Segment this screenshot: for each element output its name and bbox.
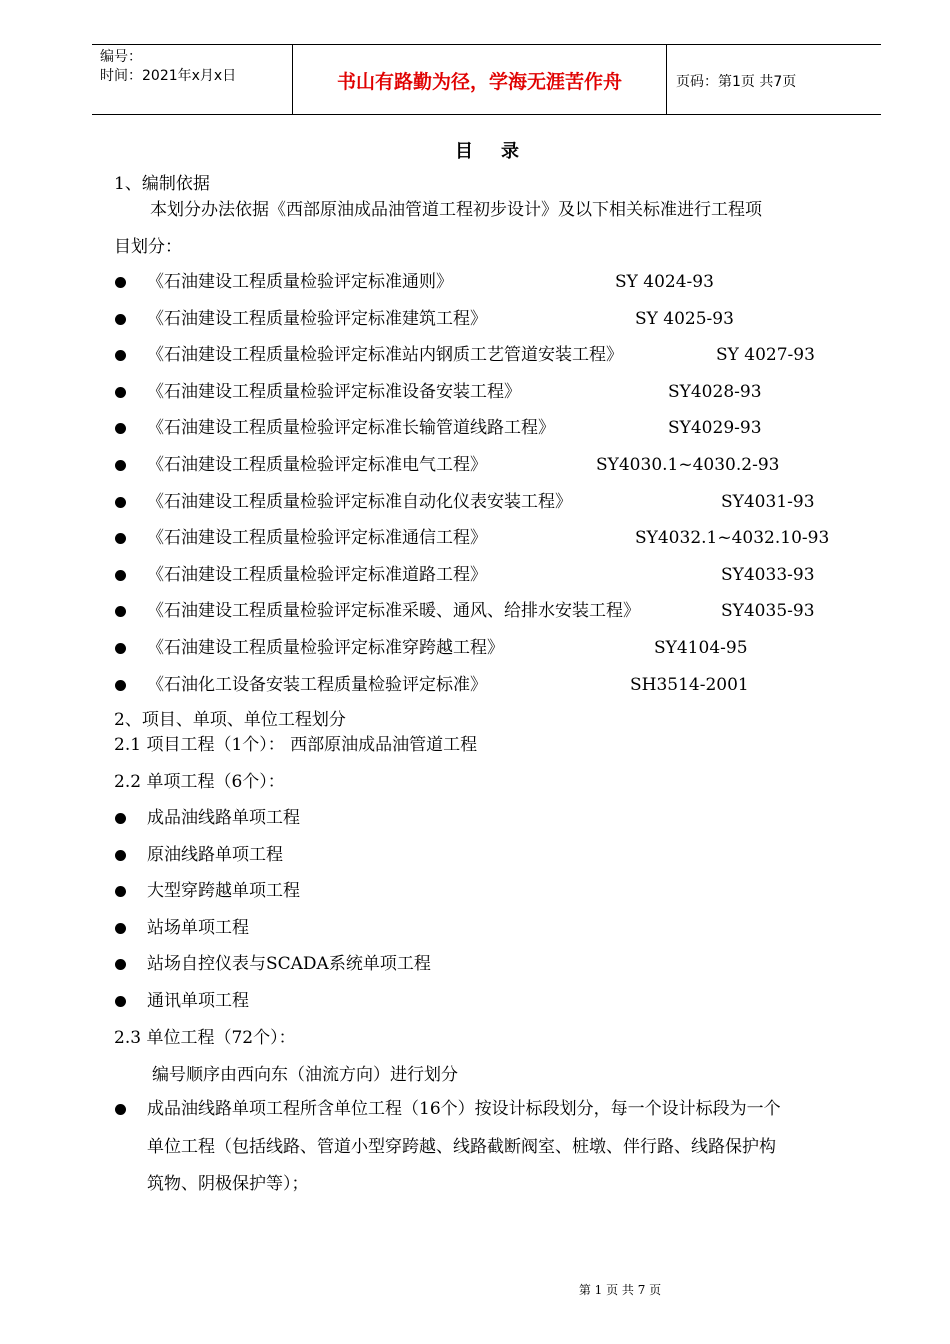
- bullet: [115, 423, 126, 434]
- order-note: 编号顺序由西向东（油流方向）进行划分: [152, 1065, 458, 1085]
- single-item: 原油线路单项工程: [147, 844, 283, 865]
- header-divider: [666, 45, 667, 114]
- section-heading: 2、项目、单项、单位工程划分: [114, 710, 346, 730]
- standard-code: SY4033-93: [721, 564, 815, 585]
- header-meta: [100, 48, 236, 86]
- standard-name: 《石油化工设备安装工程质量检验评定标准》: [147, 674, 487, 695]
- standard-code: SY 4027-93: [716, 345, 815, 366]
- standard-name: 《石油建设工程质量检验评定标准建筑工程》: [147, 308, 487, 329]
- standard-name: 《石油建设工程质量检验评定标准通信工程》: [147, 528, 487, 549]
- time-label: 时间：2021年x月x日: [100, 68, 237, 84]
- item-2-1: 2.1 项目工程（1个）： 西部原油成品油管道工程: [114, 735, 478, 755]
- standard-name: 《石油建设工程质量检验评定标准设备安装工程》: [147, 381, 521, 402]
- standard-code: SH3514-2001: [630, 674, 749, 695]
- item-2-3: 2.3 单位工程（72个）：: [114, 1028, 296, 1048]
- single-item: 成品油线路单项工程: [147, 808, 300, 828]
- bullet: [115, 387, 126, 398]
- unit-paragraph-line: 成品油线路单项工程所含单位工程（16个）按设计标段划分，每一个设计标段为一个: [147, 1099, 781, 1119]
- bullet: [115, 850, 126, 861]
- bullet: [115, 680, 126, 691]
- header-motto: 书山有路勤为径，学海无涯苦作舟: [336, 71, 622, 93]
- single-item: 站场自控仪表与SCADA系统单项工程: [147, 954, 431, 975]
- single-item: 站场单项工程: [147, 917, 249, 938]
- bullet: [115, 643, 126, 654]
- bullet: [115, 606, 126, 617]
- bullet: [115, 886, 126, 897]
- header-page-info: 页码：第1页 共7页: [676, 74, 797, 90]
- item-2-2: 2.2 单项工程（6个）：: [114, 772, 285, 792]
- intro-text: 本划分办法依据《西部原油成品油管道工程初步设计》及以下相关标准进行工程项: [150, 200, 762, 220]
- bullet: [115, 923, 126, 934]
- standard-code: SY4028-93: [668, 381, 762, 402]
- page-footer: 第 1 页 共 7 页: [578, 1283, 662, 1297]
- bullet: [115, 996, 126, 1007]
- section-heading: 1、编制依据: [114, 174, 210, 194]
- standard-code: SY4030.1~4030.2-93: [596, 455, 780, 475]
- unit-paragraph-line: 单位工程（包括线路、管道小型穿跨越、线路截断阀室、桩墩、伴行路、线路保护构: [147, 1137, 776, 1157]
- bullet: [115, 570, 126, 581]
- bullet: [115, 533, 126, 544]
- single-item: 大型穿跨越单项工程: [147, 881, 300, 902]
- standard-code: SY4032.1~4032.10-93: [635, 528, 830, 549]
- standard-name: 《石油建设工程质量检验评定标准长输管道线路工程》: [147, 418, 555, 439]
- standard-code: SY4035-93: [721, 601, 815, 622]
- document-header: [92, 44, 881, 115]
- standard-code: SY 4024-93: [615, 272, 714, 292]
- standard-code: SY 4025-93: [635, 308, 734, 329]
- intro-text: 目划分：: [114, 237, 182, 257]
- standard-name: 《石油建设工程质量检验评定标准电气工程》: [147, 455, 487, 475]
- bullet: [115, 277, 126, 288]
- number-label: 编号：: [100, 49, 142, 65]
- bullet: [115, 460, 126, 471]
- standard-name: 《石油建设工程质量检验评定标准道路工程》: [147, 564, 487, 585]
- standard-name: 《石油建设工程质量检验评定标准穿跨越工程》: [147, 638, 504, 658]
- bullet: [115, 314, 126, 325]
- unit-paragraph-line: 筑物、阴极保护等）；: [147, 1174, 309, 1194]
- bullet: [115, 497, 126, 508]
- bullet: [115, 813, 126, 824]
- standard-code: SY4104-95: [654, 638, 748, 658]
- standard-code: SY4029-93: [668, 418, 762, 439]
- standard-code: SY4031-93: [721, 491, 815, 512]
- bullet: [115, 1104, 126, 1115]
- standard-name: 《石油建设工程质量检验评定标准自动化仪表安装工程》: [147, 491, 572, 512]
- standard-name: 《石油建设工程质量检验评定标准采暖、通风、给排水安装工程》: [147, 601, 640, 622]
- single-item: 通讯单项工程: [147, 991, 249, 1011]
- standard-name: 《石油建设工程质量检验评定标准通则》: [147, 272, 453, 292]
- standard-name: 《石油建设工程质量检验评定标准站内钢质工艺管道安装工程》: [147, 345, 623, 366]
- page-title: 目录: [455, 141, 547, 162]
- bullet: [115, 959, 126, 970]
- bullet: [115, 350, 126, 361]
